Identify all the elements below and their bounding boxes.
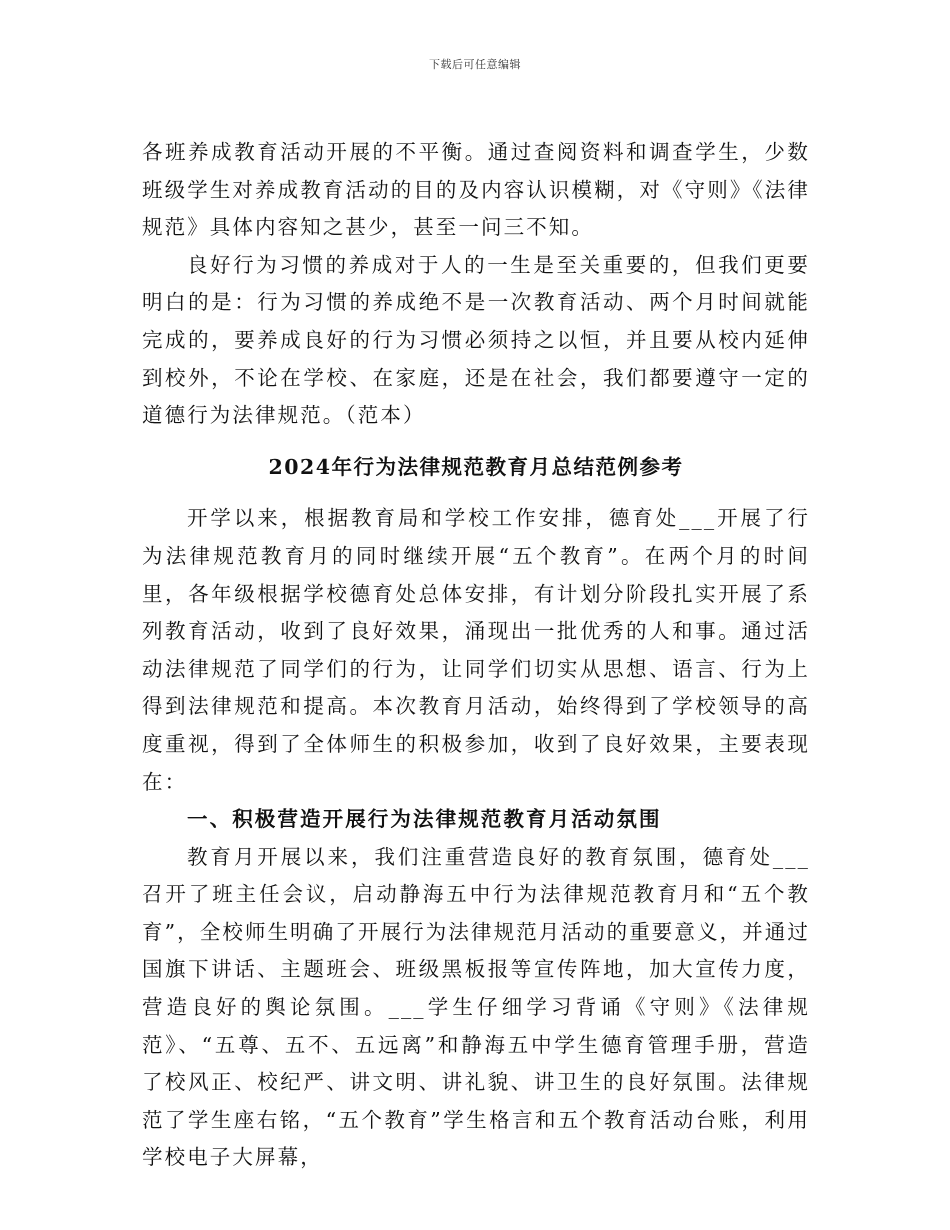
paragraph-section-one: 教育月开展以来，我们注重营造良好的教育氛围，德育处___召开了班主任会议，启动静海五中行为法律规范教育月和“五个教育”，全校师生明确了开展行为法律规范月活动的重要意义，并通过国旗下讲话、主题班会、班级黑板报等宣传阵地，加大宣传力度，营造良好的舆论氛围。___学生仔细学习背诵《守则》《法律规范》、“五尊、五不、五远离”和静海五中学生德育管理手册，营造了校风正、校纪严、讲文明、讲礼貌、讲卫生的良好氛围。法律规范了学生座右铭，“五个教育”学生格言和五个教育活动台账，利用学校电子大屏幕， bbox=[142, 844, 810, 1170]
paragraph-continued: 各班养成教育活动开展的不平衡。通过查阅资料和调查学生，少数班级学生对养成教育活动的目的及内容认识模糊，对《守则》《法律规范》具体内容知之甚少，甚至一问三不知。 bbox=[142, 140, 810, 240]
header-note: 下载后可任意编辑 bbox=[429, 58, 521, 71]
document-title: 2024年行为法律规范教育月总结范例参考 bbox=[268, 454, 684, 479]
paragraph-intro: 开学以来，根据教育局和学校工作安排，德育处___开展了行为法律规范教育月的同时继续开展“五个教育”。在两个月的时间里，各年级根据学校德育处总体安排，有计划分阶段扎实开展了系列教育活动，收到了良好效果，涌现出一批优秀的人和事。通过活动法律规范了同学们的行为，让同学们切实从思想、语言、行为上得到法律规范和提高。本次教育月活动，始终得到了学校领导的高度重视，得到了全体师生的积极参加，收到了良好效果，主要表现在： bbox=[142, 506, 810, 794]
paragraph-habits: 良好行为习惯的养成对于人的一生是至关重要的，但我们更要明白的是：行为习惯的养成绝不是一次教育活动、两个月时间就能完成的，要养成良好的行为习惯必须持之以恒，并且要从校内延伸到校外，不论在学校、在家庭，还是在社会，我们都要遵守一定的道德行为法律规范。（范本） bbox=[142, 252, 810, 428]
section-heading: 一、积极营造开展行为法律规范教育月活动氛围 bbox=[187, 807, 662, 832]
document-body bbox=[142, 134, 810, 1177]
